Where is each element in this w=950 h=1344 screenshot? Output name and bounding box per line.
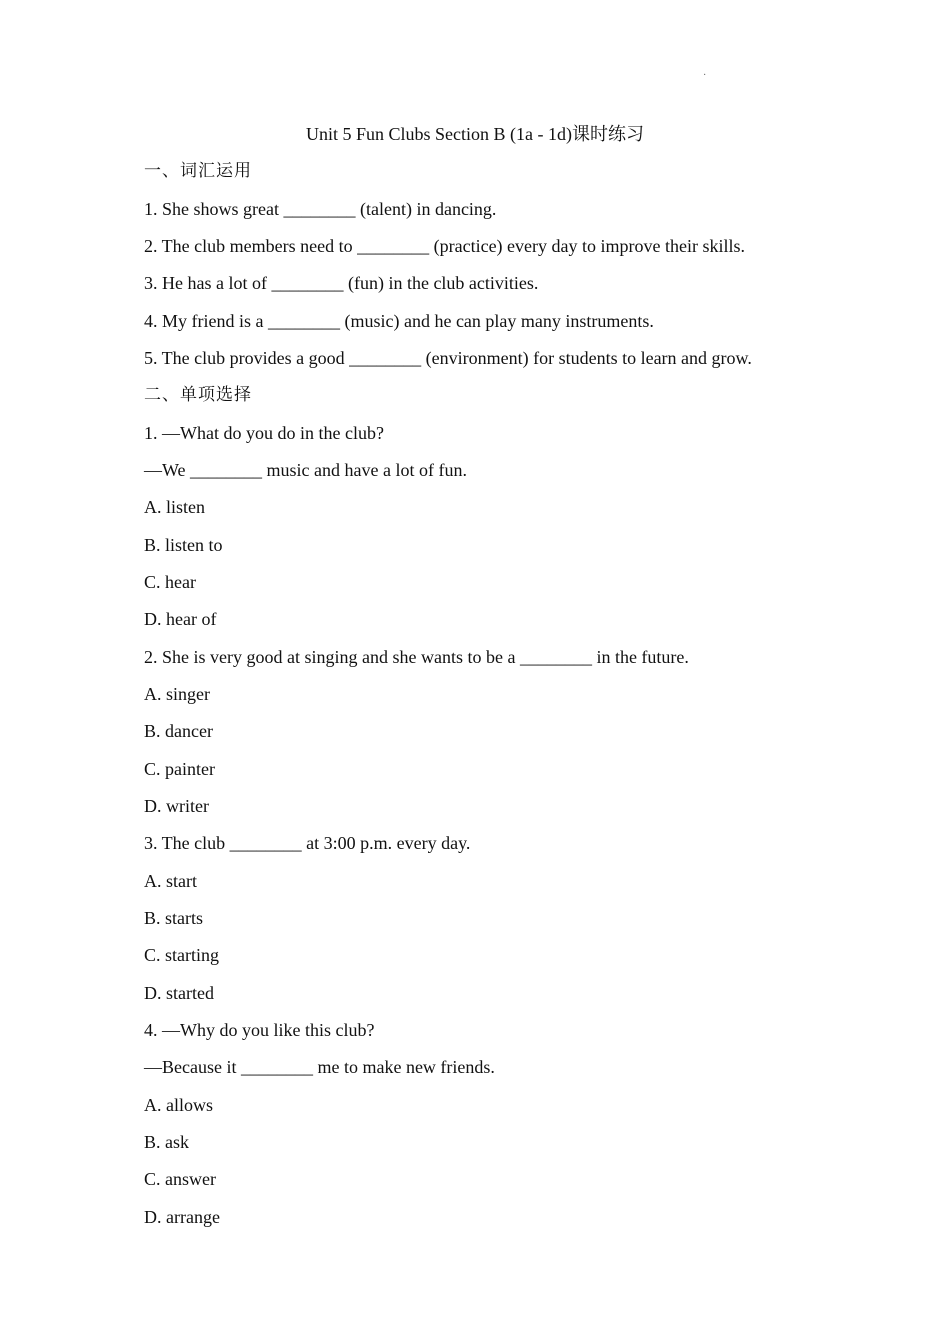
mc-question-1-stem: 1. —What do you do in the club? — [144, 423, 384, 443]
mc-question-3-stem: 3. The club ________ at 3:00 p.m. every day. — [144, 833, 471, 853]
mc-question-3-option-c: C. starting — [144, 945, 219, 965]
vocab-question-3: 3. He has a lot of ________ (fun) in the club activities. — [144, 273, 539, 293]
mc-question-1-option-d: D. hear of — [144, 609, 217, 629]
mc-question-4-option-a: A. allows — [144, 1095, 213, 1115]
mc-question-3-option-a: A. start — [144, 871, 197, 891]
mc-question-1-option-b: B. listen to — [144, 535, 223, 555]
mc-question-1-stem-cont: —We ________ music and have a lot of fun. — [144, 460, 467, 480]
vocab-question-4: 4. My friend is a ________ (music) and he can play many instruments. — [144, 311, 654, 331]
page-title: Unit 5 Fun Clubs Section B (1a - 1d)课时练习 — [306, 124, 644, 144]
vocab-question-2: 2. The club members need to ________ (practice) every day to improve their skills. — [144, 236, 745, 256]
mc-question-4-stem-cont: —Because it ________ me to make new friends. — [144, 1057, 495, 1077]
mc-question-2-stem: 2. She is very good at singing and she wants to be a ________ in the future. — [144, 647, 689, 667]
section-heading-vocabulary: 一、词汇运用 — [144, 161, 252, 181]
mc-question-2-option-d: D. writer — [144, 796, 209, 816]
vocab-question-1: 1. She shows great ________ (talent) in dancing. — [144, 199, 497, 219]
mc-question-4-option-b: B. ask — [144, 1132, 189, 1152]
mc-question-2-option-a: A. singer — [144, 684, 210, 704]
mc-question-2-option-b: B. dancer — [144, 721, 213, 741]
mc-question-4-option-d: D. arrange — [144, 1207, 220, 1227]
mc-question-1-option-a: A. listen — [144, 497, 205, 517]
section-heading-multiple-choice: 二、单项选择 — [144, 385, 252, 405]
mc-question-3-option-b: B. starts — [144, 908, 204, 928]
mc-question-2-option-c: C. painter — [144, 759, 215, 779]
mc-question-4-option-c: C. answer — [144, 1169, 216, 1189]
vocab-question-5: 5. The club provides a good ________ (environment) for students to learn and grow. — [144, 348, 752, 368]
mc-question-3-option-d: D. started — [144, 983, 214, 1003]
mc-question-1-option-c: C. hear — [144, 572, 196, 592]
mc-question-4-stem: 4. —Why do you like this club? — [144, 1020, 375, 1040]
page-mark: · — [703, 70, 707, 81]
